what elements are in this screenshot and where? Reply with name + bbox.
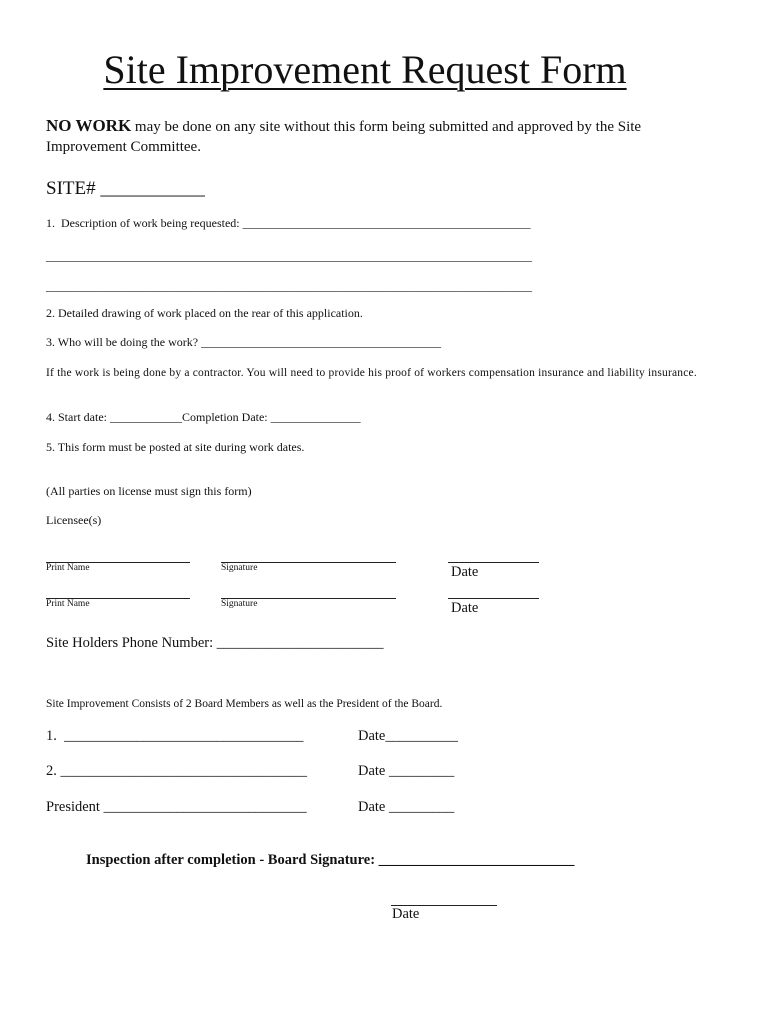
date-line-1[interactable] <box>448 562 539 563</box>
inspection-signature-field[interactable]: Inspection after completion - Board Signature: ___________________________ <box>86 852 575 868</box>
who-field[interactable]: 3. Who will be doing the work? ________________________________________ <box>46 335 442 349</box>
dates-field[interactable]: 4. Start date: ____________Completion Date: _______________ <box>46 410 361 424</box>
president-field[interactable]: President ____________________________ <box>46 799 307 815</box>
no-work-emphasis: NO WORK <box>46 116 132 135</box>
date-label-1: Date <box>451 564 479 580</box>
print-name-label-2: Print Name <box>46 599 90 609</box>
inspection-date-label: Date <box>392 906 420 922</box>
description-field[interactable]: 1. Description of work being requested: ________________________________________________ <box>46 216 531 230</box>
date-line-2[interactable] <box>448 598 539 599</box>
all-parties-note: (All parties on license must sign this form) <box>46 484 252 498</box>
board-member-2-field[interactable]: 2. __________________________________ <box>46 763 307 779</box>
signature-label-2: Signature <box>221 599 258 609</box>
phone-field[interactable]: Site Holders Phone Number: _______________________ <box>46 635 384 651</box>
president-date[interactable]: Date _________ <box>358 799 455 815</box>
print-name-label-1: Print Name <box>46 563 90 573</box>
intro-paragraph <box>46 116 686 157</box>
board-consists-note: Site Improvement Consists of 2 Board Members as well as the President of the Board. <box>46 698 443 710</box>
posting-note: 5. This form must be posted at site during work dates. <box>46 440 305 454</box>
contractor-note: If the work is being done by a contractor. You will need to provide his proof of workers compensation insurance and liability insurance. <box>46 367 697 379</box>
description-line-2[interactable]: _________________________________________________________________________________ <box>46 249 532 263</box>
board-member-2-date[interactable]: Date _________ <box>358 763 455 779</box>
board-member-1-field[interactable]: 1. _________________________________ <box>46 728 304 744</box>
board-member-1-date[interactable]: Date__________ <box>358 728 458 744</box>
intro-text: may be done on any site without this form being submitted and approved by the Site Improvement Committee. <box>46 119 642 155</box>
drawing-note: 2. Detailed drawing of work placed on the rear of this application. <box>46 306 363 320</box>
description-line-3[interactable]: _________________________________________________________________________________ <box>46 279 532 293</box>
licensee-label: Licensee(s) <box>46 513 102 527</box>
form-title: Site Improvement Request Form <box>103 47 627 92</box>
date-label-2: Date <box>451 600 479 616</box>
site-number-field[interactable]: SITE# ___________ <box>46 178 205 199</box>
signature-label-1: Signature <box>221 563 258 573</box>
